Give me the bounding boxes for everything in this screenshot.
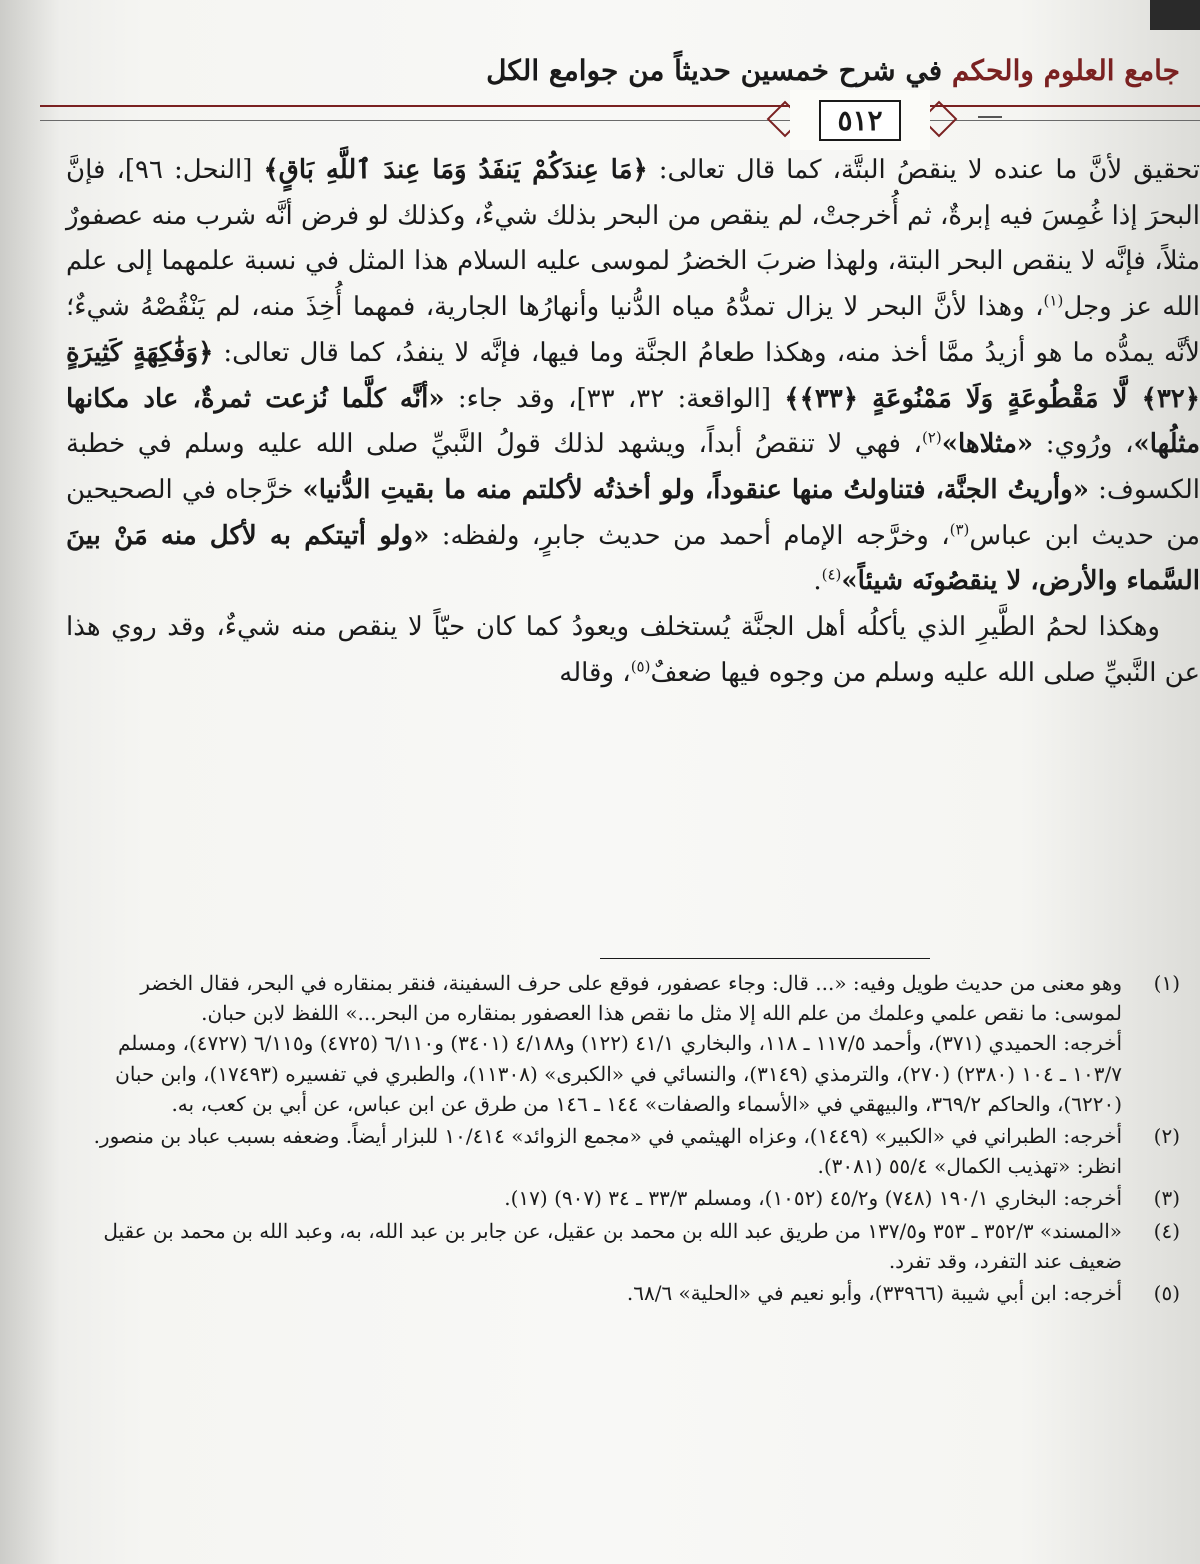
page-corner	[1150, 0, 1200, 30]
edge-mark	[978, 116, 1002, 118]
header-rule-top	[40, 105, 1200, 107]
footnote-ref[interactable]: (٢)	[921, 428, 942, 447]
footnote-text: «المسند» ٣٥٢/٣ ـ ٣٥٣ و١٣٧/٥ من طريق عبد الله بن محمد بن عقيل، عن جابر بن عبد الله، به، وعبد الله بن محمد بن عقيل ضعيف عند التفرد، وقد تفرد.	[103, 1218, 1122, 1273]
footnote-body	[66, 1216, 1122, 1276]
book-title: جامع العلوم والحكم	[951, 54, 1180, 87]
hadith-text: «وأريتُ الجنَّة، فتناولتُ منها عنقوداً، ولو أخذتُه لأكلتم منه ما بقيتِ الدُّنيا»	[302, 474, 1089, 505]
body-paragraph	[66, 148, 1200, 605]
body-text: ، فهي لا تنقصُ أبداً، ويشهد لذلك قولُ النَّبيِّ صلى الله عليه وسلم في خطبة الكسوف:	[66, 429, 1200, 505]
footnote-text: وهو معنى من حديث طويل وفيه: «... قال: وجاء عصفور، فوقع على حرف السفينة، فنقر بمنقاره في البحر، فقال الخضر لموسى: ما نقص علمي وعلمك من علم الله إلا مثل ما نقص هذا العصفور بمنقاره من البحر...» اللفظ لابن حبان.	[140, 971, 1122, 1026]
body-text: [الواقعة: ٣٢، ٣٣]، وقد جاء:	[444, 383, 785, 414]
footnote-body	[66, 1183, 1122, 1213]
hadith-text: «مثلاها»	[941, 429, 1034, 460]
hadith-text: «أنَّه كلَّما نُزعت ثمرةٌ، عاد مكانها مثلُها»	[66, 383, 1200, 460]
footnote-text: أخرجه: ابن أبي شيبة (٣٣٩٦٦)، وأبو نعيم في «الحلية» ٦٨/٦.	[626, 1281, 1122, 1306]
body-paragraph	[66, 605, 1200, 696]
footnote-ref[interactable]: (٣)	[949, 519, 970, 538]
page-gutter-shadow	[0, 0, 60, 1564]
footnote-body	[66, 1121, 1122, 1181]
header-rule	[40, 120, 1200, 121]
body-text: ، ورُوي:	[1033, 429, 1134, 460]
footnote-number: (١)	[1153, 971, 1180, 995]
page-number-frame	[790, 90, 930, 150]
footnote-body	[66, 968, 1122, 1119]
footnote-number: (٢)	[1153, 1124, 1180, 1149]
footnote-number: (٣)	[1153, 1186, 1180, 1211]
body-text: وهكذا لحمُ الطَّيرِ الذي يأكلُه أهل الجنَّة يُستخلف ويعودُ كما كان حيّاً لا ينقص منه شيءٌ، وقد روي هذا عن النَّبيِّ صلى الله عليه وسلم من وجوه فيها ضعفٌ	[66, 612, 1200, 688]
body-text: ، وخرَّجه الإمام أحمد من حديث جابرٍ، ولفظه:	[429, 520, 950, 551]
body-text: .	[813, 566, 822, 597]
footnote-number: (٥)	[1153, 1281, 1180, 1306]
footnotes	[66, 968, 1200, 1310]
body-text: خرَّجاه في الصحيحين من حديث ابن عباس	[66, 474, 1200, 551]
footnote-body	[66, 1278, 1122, 1308]
footnote-number: (٤)	[1153, 1218, 1180, 1243]
quran-verse: ﴿مَا عِندَكُمْ يَنفَدُ وَمَا عِندَ ٱللَّهِ بَاقٍ﴾	[263, 155, 648, 185]
main-text	[66, 148, 1200, 696]
page-number: ٥١٢	[819, 100, 900, 141]
footnote-text: أخرجه: البخاري ١٩٠/١ (٧٤٨) و٤٥/٢ (١٠٥٢)، ومسلم ٣٣/٣ ـ ٣٤ (٩٠٧) (١٧).	[504, 1186, 1122, 1211]
body-text: [النحل: ٩٦]، فإنَّ البحرَ إذا غُمِسَ فيه إبرةٌ، ثم أُخرجتْ، لم ينقص من البحر بذلك شيءٌ، وكذلك لو فرض أنَّه شرب منه عصفورٌ مثلاً، فإنَّه لا ينقص البحر البتة، ولهذا ضربَ الخضرُ لموسى عليه السلام هذا المثل في نسبة علمهما إلى علم الله عز وجل	[66, 155, 1200, 323]
footnote-ref[interactable]: (٤)	[821, 565, 842, 584]
footnote-ref[interactable]: (٥)	[630, 657, 651, 676]
footnote-rule	[600, 958, 930, 959]
book-subtitle: في شرح خمسين حديثاً من جوامع الكل	[486, 54, 943, 87]
footnote-ref[interactable]: (١)	[1043, 291, 1064, 310]
body-text: ، وقاله	[559, 657, 631, 688]
page-header	[40, 40, 1200, 160]
footnote	[66, 1183, 1200, 1213]
footnote	[66, 1278, 1200, 1308]
footnote	[66, 1121, 1200, 1181]
body-text: تحقيق لأنَّ ما عنده لا ينقصُ البتَّة، كما قال تعالى:	[647, 155, 1200, 185]
body-text: ، وهذا لأنَّ البحر لا يزال تمدُّهُ مياه الدُّنيا وأنهارُها الجارية، فمهما أُخِذَ منه، لم يَنْقُصْهُ شيءٌ؛ لأنَّه يمدُّه ما هو أزيدُ ممَّا أخذ منه، وهكذا طعامُ الجنَّة وما فيها، فإنَّه لا ينفدُ، كما قال تعالى:	[66, 292, 1200, 368]
footnote	[66, 1216, 1200, 1276]
quran-verse: ﴿وَفَٰكِهَةٍ كَثِيرَةٍ ﴿٣٢﴾ لَّا مَقْطُوعَةٍ وَلَا مَمْنُوعَةٍ ﴿٣٣﴾﴾	[66, 337, 1200, 414]
footnote	[66, 968, 1200, 1119]
running-title	[486, 54, 1180, 87]
footnote-text: أخرجه: الحميدي (٣٧١)، وأحمد ١١٧/٥ ـ ١١٨، والبخاري ٤١/١ (١٢٢) و٤/١٨٨ (٣٤٠١) و٦/١١٠ (٤٧٢٥) و٦/١١٥ (٤٧٢٧)، ومسلم ١٠٣/٧ ـ ١٠٤ (٢٣٨٠) (٢٧٠)، والترمذي (٣١٤٩)، والنسائي في «الكبرى» (١١٣٠٨)، والطبري في تفسيره (١٧٤٩٣)، وابن حبان (٦٢٢٠)، والحاكم ٣٦٩/٢، والبيهقي في «الأسماء والصفات» ١٤٤ ـ ١٤٦ من طرق عن ابن عباس، عن أبي بن كعب، به.	[115, 1031, 1122, 1116]
hadith-text: «ولو أتيتكم به لأكل منه مَنْ بينَ السَّماء والأرض، لا ينقصُونَه شيئاً»	[66, 520, 1200, 597]
footnote-text: أخرجه: الطبراني في «الكبير» (١٤٤٩)، وعزاه الهيثمي في «مجمع الزوائد» ١٠/٤١٤ للبزار أيضاً. وضعفه بسبب عباد بن منصور. انظر: «تهذيب الكمال» ٥٥/٤ (٣٠٨١).	[93, 1124, 1122, 1179]
